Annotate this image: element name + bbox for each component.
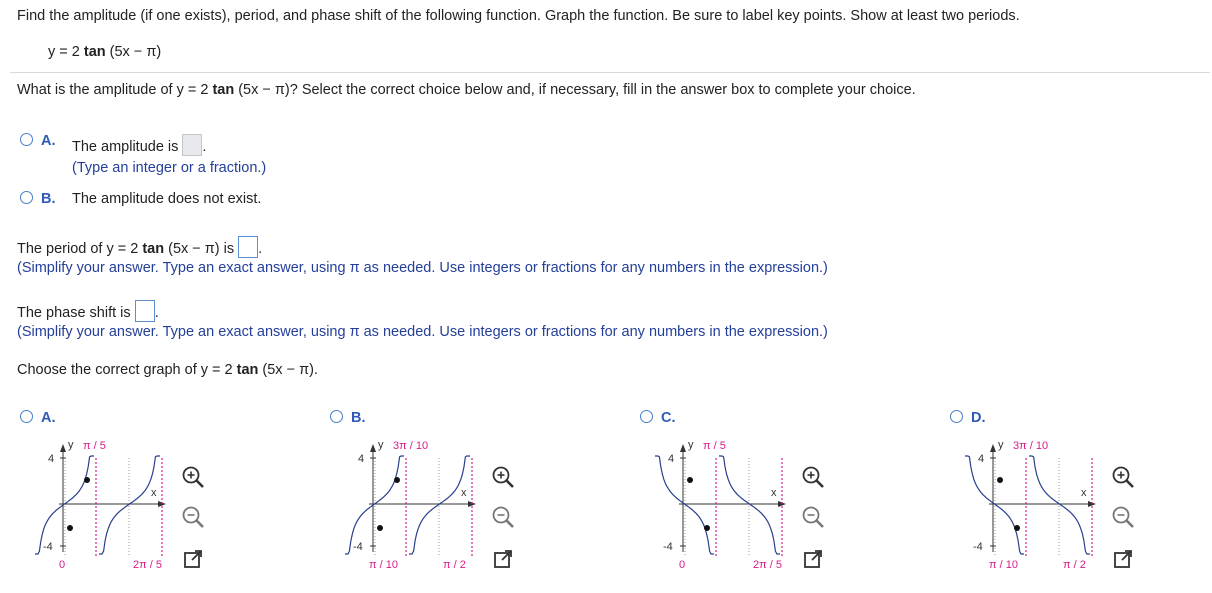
key-point — [377, 525, 383, 531]
graph-option-letter: D. — [971, 410, 986, 426]
radio-amplitude-b[interactable] — [20, 191, 33, 204]
y-tick-label-neg: -4 — [43, 541, 53, 553]
amplitude-prompt-post: (5x − π)? Select the correct choice below and, if necessary, fill in the answer box to complete your choice. — [234, 82, 916, 98]
top-x-label: π / 5 — [83, 440, 106, 452]
zoom-in-icon[interactable] — [480, 440, 508, 468]
y-axis-label: y — [378, 439, 384, 451]
function-lhs: y = 2 — [48, 44, 84, 60]
phase-hint: (Simplify your answer. Type an exact answer, using π as needed. Use integers or fractions for any numbers in the expression.) — [17, 324, 828, 340]
y-axis-arrow — [680, 444, 686, 452]
instruction-text: Find the amplitude (if one exists), period, and phase shift of the following function. Graph the function. Be sure to label key points. Show at least two periods. — [17, 8, 1020, 24]
zoom-in-icon[interactable] — [790, 440, 818, 468]
top-x-label: 3π / 10 — [1013, 440, 1049, 452]
radio-amplitude-a[interactable] — [20, 133, 33, 146]
graph-plot — [650, 434, 790, 574]
key-point — [704, 525, 710, 531]
y-axis-label: y — [68, 439, 74, 451]
x-axis-label: x — [1081, 487, 1087, 499]
phase-pre: The phase shift is — [17, 305, 131, 321]
y-tick-label-neg: -4 — [973, 541, 983, 553]
radio-graph-b[interactable] — [330, 410, 343, 423]
graph-plot — [340, 434, 480, 574]
amplitude-answer-box[interactable] — [182, 134, 202, 156]
period-hint: (Simplify your answer. Type an exact answer, using π as needed. Use integers or fractions for any numbers in the expression.) — [17, 260, 828, 276]
x-right-label: π / 2 — [1063, 559, 1086, 571]
y-tick-label-neg: -4 — [663, 541, 673, 553]
open-external-icon[interactable] — [790, 522, 818, 550]
top-x-label: 3π / 10 — [393, 440, 429, 452]
key-point — [67, 525, 73, 531]
period-prompt: The period of y = 2 tan (5x − π) is . — [17, 236, 262, 258]
graph-prompt-pre: Choose the correct graph of y = 2 — [17, 362, 237, 378]
function-fn: tan — [83, 44, 106, 60]
y-axis-label: y — [688, 439, 694, 451]
period-answer-box[interactable] — [238, 236, 258, 258]
amplitude-option-a-label: The amplitude is — [72, 139, 179, 155]
radio-graph-d[interactable] — [950, 410, 963, 423]
graph-prompt-post: (5x − π). — [258, 362, 318, 378]
amplitude-hint: (Type an integer or a fraction.) — [72, 160, 267, 176]
y-tick-label-neg: -4 — [353, 541, 363, 553]
x-left-label: π / 10 — [989, 559, 1018, 571]
graph-option-header[interactable] — [950, 410, 986, 426]
option-letter-a: A. — [41, 133, 56, 149]
x-axis-label: x — [461, 487, 467, 499]
graph-plot — [960, 434, 1100, 574]
top-x-label: π / 5 — [703, 440, 726, 452]
period-pre: The period of y = 2 — [17, 241, 143, 257]
phase-prompt: The phase shift is . — [17, 300, 159, 322]
open-external-icon[interactable] — [480, 522, 508, 550]
open-external-icon[interactable] — [1100, 522, 1128, 550]
zoom-out-icon[interactable] — [790, 480, 818, 508]
period-post: (5x − π) is — [164, 241, 235, 257]
graph-plot — [30, 434, 170, 574]
option-letter-b: B. — [41, 191, 56, 207]
zoom-out-icon[interactable] — [170, 480, 198, 508]
y-tick-label-pos: 4 — [978, 453, 985, 465]
amplitude-option-b-text: The amplitude does not exist. — [72, 191, 262, 207]
key-point — [84, 477, 90, 483]
key-point — [687, 477, 693, 483]
graph-prompt — [17, 362, 318, 378]
x-axis-label: x — [151, 487, 157, 499]
x-right-label: 2π / 5 — [133, 559, 162, 571]
y-axis-label: y — [998, 439, 1004, 451]
graph-option-header[interactable] — [20, 410, 56, 426]
radio-graph-c[interactable] — [640, 410, 653, 423]
zoom-in-icon[interactable] — [170, 440, 198, 468]
zoom-in-icon[interactable] — [1100, 440, 1128, 468]
amplitude-prompt-pre: What is the amplitude of y = 2 — [17, 82, 213, 98]
amplitude-prompt — [17, 82, 916, 98]
key-point — [997, 477, 1003, 483]
x-right-label: 2π / 5 — [753, 559, 782, 571]
graph-prompt-fn: tan — [236, 362, 259, 378]
y-axis-arrow — [60, 444, 66, 452]
y-tick-label-pos: 4 — [668, 453, 675, 465]
x-left-label: 0 — [59, 559, 66, 571]
amplitude-option-a[interactable] — [20, 133, 56, 149]
function-display — [48, 44, 161, 60]
zoom-out-icon[interactable] — [1100, 480, 1128, 508]
zoom-out-icon[interactable] — [480, 480, 508, 508]
radio-graph-a[interactable] — [20, 410, 33, 423]
open-external-icon[interactable] — [170, 522, 198, 550]
amplitude-option-a-text: The amplitude is . — [72, 134, 206, 156]
x-left-label: π / 10 — [369, 559, 398, 571]
function-arg: (5x − π) — [105, 44, 162, 60]
graph-option-letter: C. — [661, 410, 676, 426]
amplitude-option-b[interactable] — [20, 191, 56, 207]
x-left-label: 0 — [679, 559, 686, 571]
graph-option-letter: B. — [351, 410, 366, 426]
divider — [10, 72, 1210, 73]
y-tick-label-pos: 4 — [358, 453, 365, 465]
graph-option-letter: A. — [41, 410, 56, 426]
phase-answer-box[interactable] — [135, 300, 155, 322]
key-point — [1014, 525, 1020, 531]
period-fn: tan — [142, 241, 165, 257]
y-axis-arrow — [990, 444, 996, 452]
graph-option-header[interactable] — [330, 410, 366, 426]
y-axis-arrow — [370, 444, 376, 452]
amplitude-prompt-fn: tan — [212, 82, 235, 98]
key-point — [394, 477, 400, 483]
x-axis-label: x — [771, 487, 777, 499]
graph-option-header[interactable] — [640, 410, 676, 426]
x-right-label: π / 2 — [443, 559, 466, 571]
y-tick-label-pos: 4 — [48, 453, 55, 465]
